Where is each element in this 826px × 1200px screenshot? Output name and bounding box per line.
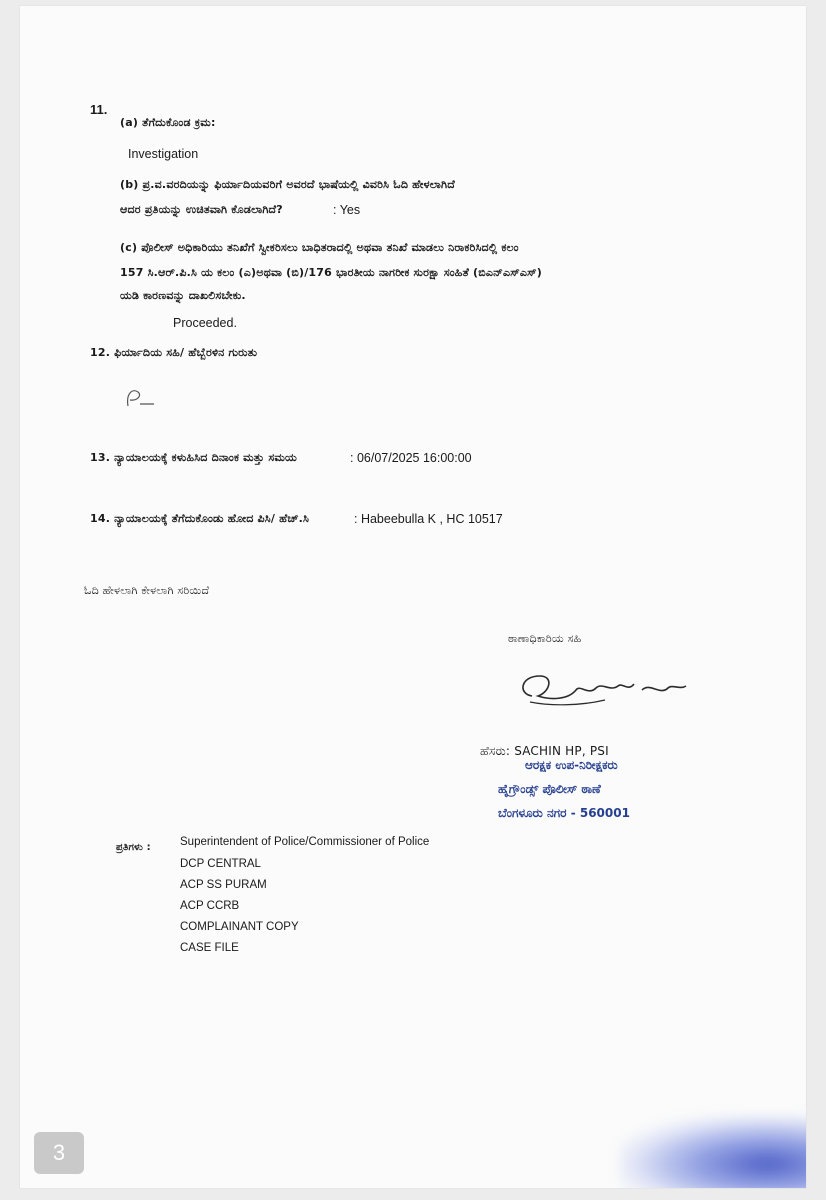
item-14-label: 14. ನ್ಯಾಯಾಲಯಕ್ಕೆ ತೆಗೆದುಕೊಂಡು ಹೋದ ಪಿಸಿ/ ಹೆಚ್.ಸಿ	[90, 512, 310, 525]
document-page	[20, 6, 806, 1188]
item-14-value: : Habeebulla K , HC 10517	[354, 512, 503, 526]
item-11c-line1: (c) ಪೊಲೀಸ್ ಅಧಿಕಾರಿಯು ತನಿಖೆಗೆ ಸ್ವೀಕರಿಸಲು ಬಾಧಿತರಾದಲ್ಲಿ ಅಥವಾ ತನಿಖೆ ಮಾಡಲು ನಿರಾಕರಿಸಿದಲ್ಲಿ ಕಲಂ	[120, 241, 519, 254]
copy-item: ACP CCRB	[180, 900, 240, 912]
item-11b-value: : Yes	[333, 203, 361, 217]
stamp-line-2: ಹೈಗ್ರೌಂಡ್ಸ್ ಪೊಲೀಸ್ ಠಾಣೆ	[498, 782, 601, 796]
item-13-label: 13. ನ್ಯಾಯಾಲಯಕ್ಕೆ ಕಳುಹಿಸಿದ ದಿನಾಂಕ ಮತ್ತು ಸಮಯ	[90, 451, 298, 464]
officer-name-line: ಹೆಸರು: SACHIN HP, PSI	[480, 744, 609, 758]
read-over-statement: ಓದಿ ಹೇಳಲಾಗಿ ಕೇಳಲಾಗಿ ಸರಿಯಿದೆ	[84, 584, 210, 597]
officer-signature-label: ಠಾಣಾಧಿಕಾರಿಯ ಸಹಿ	[508, 632, 582, 645]
page-number-badge: 3	[34, 1132, 84, 1174]
copy-item: Superintendent of Police/Commissioner of Police	[180, 836, 430, 848]
item-11c-line2: 157 ಸಿ.ಆರ್.ಪಿ.ಸಿ ಯ ಕಲಂ (ಎ)ಅಥವಾ (ಬಿ)/176 ಭಾರತೀಯ ನಾಗರೀಕ ಸುರಕ್ಷಾ ಸಂಹಿತೆ (ಬಿಎನ್‌ಎಸ್‌ಎಸ್)	[120, 266, 542, 279]
item-11b-line1: (b) ಪ್ರ.ವ.ವರದಿಯನ್ನು ಫಿರ್ಯಾದಿಯವರಿಗೆ ಅವರದೆ ಭಾಷೆಯಲ್ಲಿ ವಿವರಿಸಿ ಓದಿ ಹೇಳಲಾಗಿದೆ	[120, 178, 455, 191]
copies-label: ಪ್ರತಿಗಳು :	[116, 842, 151, 853]
copy-item: CASE FILE	[180, 942, 239, 954]
item-12-label: 12. ಫಿರ್ಯಾದಿಯ ಸಹಿ/ ಹೆಬ್ಬೆರಳಿನ ಗುರುತು	[90, 346, 258, 359]
officer-signature	[510, 666, 700, 716]
item-11a-value: Investigation	[128, 147, 199, 161]
stamp-line-3: ಬೆಂಗಳೂರು ನಗರ - 560001	[498, 806, 630, 820]
complainant-signature-mark	[120, 384, 170, 414]
copy-item: ACP SS PURAM	[180, 879, 267, 891]
item-13-value: : 06/07/2025 16:00:00	[350, 451, 472, 465]
item-11b-line2: ಆದರ ಪ್ರತಿಯನ್ನು ಉಚಿತವಾಗಿ ಕೊಡಲಾಗಿದೆ?	[120, 203, 283, 216]
copy-item: COMPLAINANT COPY	[180, 921, 299, 933]
stamp-line-1: ಆರಕ್ಷಕ ಉಪ-ನಿರೀಕ್ಷಕರು	[525, 758, 618, 772]
scan-smudge	[620, 1116, 806, 1188]
copy-item: DCP CENTRAL	[180, 858, 261, 870]
item-11a-label: (a) ತೆಗೆದುಕೊಂಡ ಕ್ರಮ:	[120, 116, 216, 129]
item-11-number: 11.	[90, 102, 108, 117]
item-11c-value: Proceeded.	[173, 316, 237, 330]
item-11c-line3: ಯಡಿ ಕಾರಣವನ್ನು ದಾಖಲಿಸಬೇಕು.	[120, 289, 246, 302]
